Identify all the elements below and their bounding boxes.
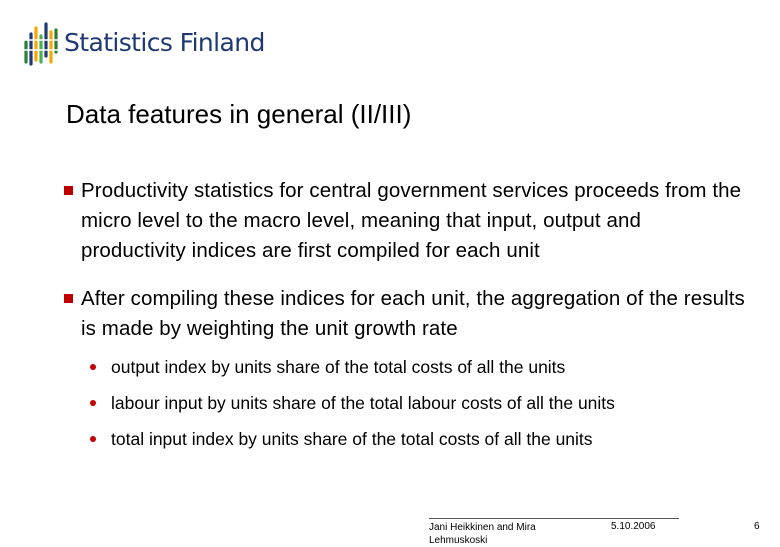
square-bullet-icon (64, 294, 73, 303)
square-bullet-icon (64, 186, 73, 195)
sub-bullet-text: labour input by units share of the total labour costs of all the units (111, 393, 615, 413)
bullet-text: After compiling these indices for each unit, the aggregation of the results is made by weighting the unit growth rate (81, 287, 745, 340)
sub-bullet-item (60, 354, 750, 380)
slide-title: Data features in general (II/III) (66, 99, 412, 129)
logo-wordmark: Statistics Finland (64, 28, 265, 57)
sub-bullet-list (60, 354, 750, 452)
sub-bullet-text: total input index by units share of the total costs of all the units (111, 429, 593, 449)
bullet-list (60, 176, 750, 462)
footer-divider (429, 518, 679, 519)
round-bullet-icon (90, 364, 96, 370)
logo-bars-icon (20, 22, 60, 66)
sub-bullet-text: output index by units share of the total costs of all the units (111, 357, 566, 377)
bullet-text: Productivity statistics for central government services proceeds from the micro level to the macro level, meaning that input, output and productivity indices are first compiled for each unit (81, 179, 742, 262)
bullet-item (60, 176, 750, 266)
page-number: 6 (754, 521, 760, 532)
slide-footer (0, 518, 780, 546)
sub-bullet-item (60, 390, 750, 416)
footer-author: Jani Heikkinen and Mira Lehmuskoski (429, 522, 536, 546)
bullet-item (60, 284, 750, 344)
footer-date: 5.10.2006 (611, 521, 656, 532)
sub-bullet-item (60, 426, 750, 452)
statistics-finland-logo (20, 22, 270, 68)
round-bullet-icon (90, 400, 96, 406)
round-bullet-icon (90, 436, 96, 442)
